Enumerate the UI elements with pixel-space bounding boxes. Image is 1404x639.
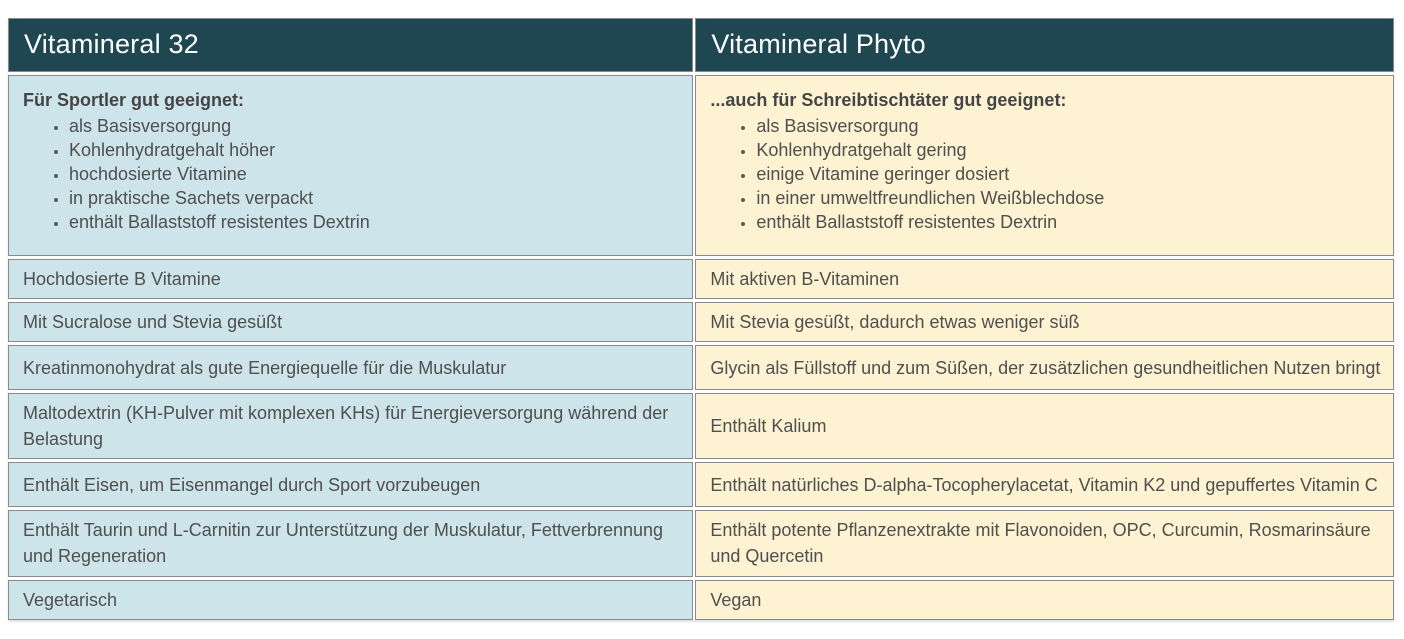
cell-text: Enthält Kalium	[710, 416, 827, 437]
cell-text: Vegetarisch	[23, 589, 118, 610]
bullet-item: • Kohlenhydratgehalt höher	[69, 138, 682, 162]
bullet-item: • als Basisversorgung	[756, 114, 1383, 138]
table-row-cell	[8, 580, 693, 620]
features-bullet-list	[23, 114, 682, 234]
cell-text: Hochdosierte B Vitamine	[23, 269, 221, 289]
table-row-cell	[8, 302, 693, 342]
cell-text: Mit aktiven B-Vitaminen	[710, 269, 900, 289]
table-row-cell	[695, 393, 1394, 459]
cell-text: Kreatinmonohydrat als gute Energiequelle für die Muskulatur	[23, 357, 507, 378]
bullet-item: • Kohlenhydratgehalt gering	[756, 138, 1383, 162]
features-cell-left	[8, 75, 693, 256]
bullet-item: • in einer umweltfreundlichen Weißblechdose	[756, 186, 1383, 210]
product-comparison-table	[8, 18, 1394, 620]
cell-text: Enthält Taurin und L-Carnitin zur Unterstützung der Muskulatur, Fettverbrennung und Regeneration	[23, 520, 664, 567]
table-row-cell	[695, 462, 1394, 507]
bullet-item: • enthält Ballaststoff resistentes Dextrin	[69, 210, 682, 234]
comparison-table-wrapper	[8, 18, 1394, 620]
table-row-cell	[8, 259, 693, 299]
bullet-item: • in praktische Sachets verpackt	[69, 186, 682, 210]
cell-text: Enthält Eisen, um Eisenmangel durch Sport vorzubeugen	[23, 474, 481, 495]
cell-text: Mit Stevia gesüßt, dadurch etwas weniger süß	[710, 312, 1080, 333]
bullet-item: • enthält Ballaststoff resistentes Dextrin	[756, 210, 1383, 234]
features-intro: ...auch für Schreibtischtäter gut geeignet:	[710, 90, 1067, 110]
column-header-vitamineral-phyto	[695, 18, 1394, 72]
table-row-cell	[8, 510, 693, 576]
table-row-cell	[695, 580, 1394, 620]
table-row-cell	[695, 345, 1394, 390]
column-header-label: Vitamineral Phyto	[711, 29, 926, 60]
column-header-vitamineral-32	[8, 18, 693, 72]
table-row-cell	[8, 462, 693, 507]
features-intro: Für Sportler gut geeignet:	[23, 90, 245, 110]
cell-text: Enthält natürliches D-alpha-Tocopherylacetat, Vitamin K2 und gepuffertes Vitamin C	[710, 474, 1378, 495]
table-row-cell	[8, 393, 693, 459]
cell-text: Maltodextrin (KH-Pulver mit komplexen KHs) für Energieversorgung während der Belastung	[23, 403, 669, 450]
bullet-item: • einige Vitamine geringer dosiert	[756, 162, 1383, 186]
table-row-cell	[8, 345, 693, 390]
table-row-cell	[695, 302, 1394, 342]
cell-text: Glycin als Füllstoff und zum Süßen, der zusätzlichen gesundheitlichen Nutzen bringt	[710, 357, 1381, 378]
cell-text: Mit Sucralose und Stevia gesüßt	[23, 312, 283, 333]
cell-text: Vegan	[710, 589, 762, 610]
table-row-cell	[695, 510, 1394, 576]
table-row-cell	[695, 259, 1394, 299]
bullet-item: • als Basisversorgung	[69, 114, 682, 138]
column-header-label: Vitamineral 32	[24, 29, 199, 60]
features-bullet-list	[710, 114, 1383, 234]
features-cell-right	[695, 75, 1394, 256]
cell-text: Enthält potente Pflanzenextrakte mit Flavonoiden, OPC, Curcumin, Rosmarinsäure und Quercetin	[710, 520, 1371, 567]
bullet-item: • hochdosierte Vitamine	[69, 162, 682, 186]
